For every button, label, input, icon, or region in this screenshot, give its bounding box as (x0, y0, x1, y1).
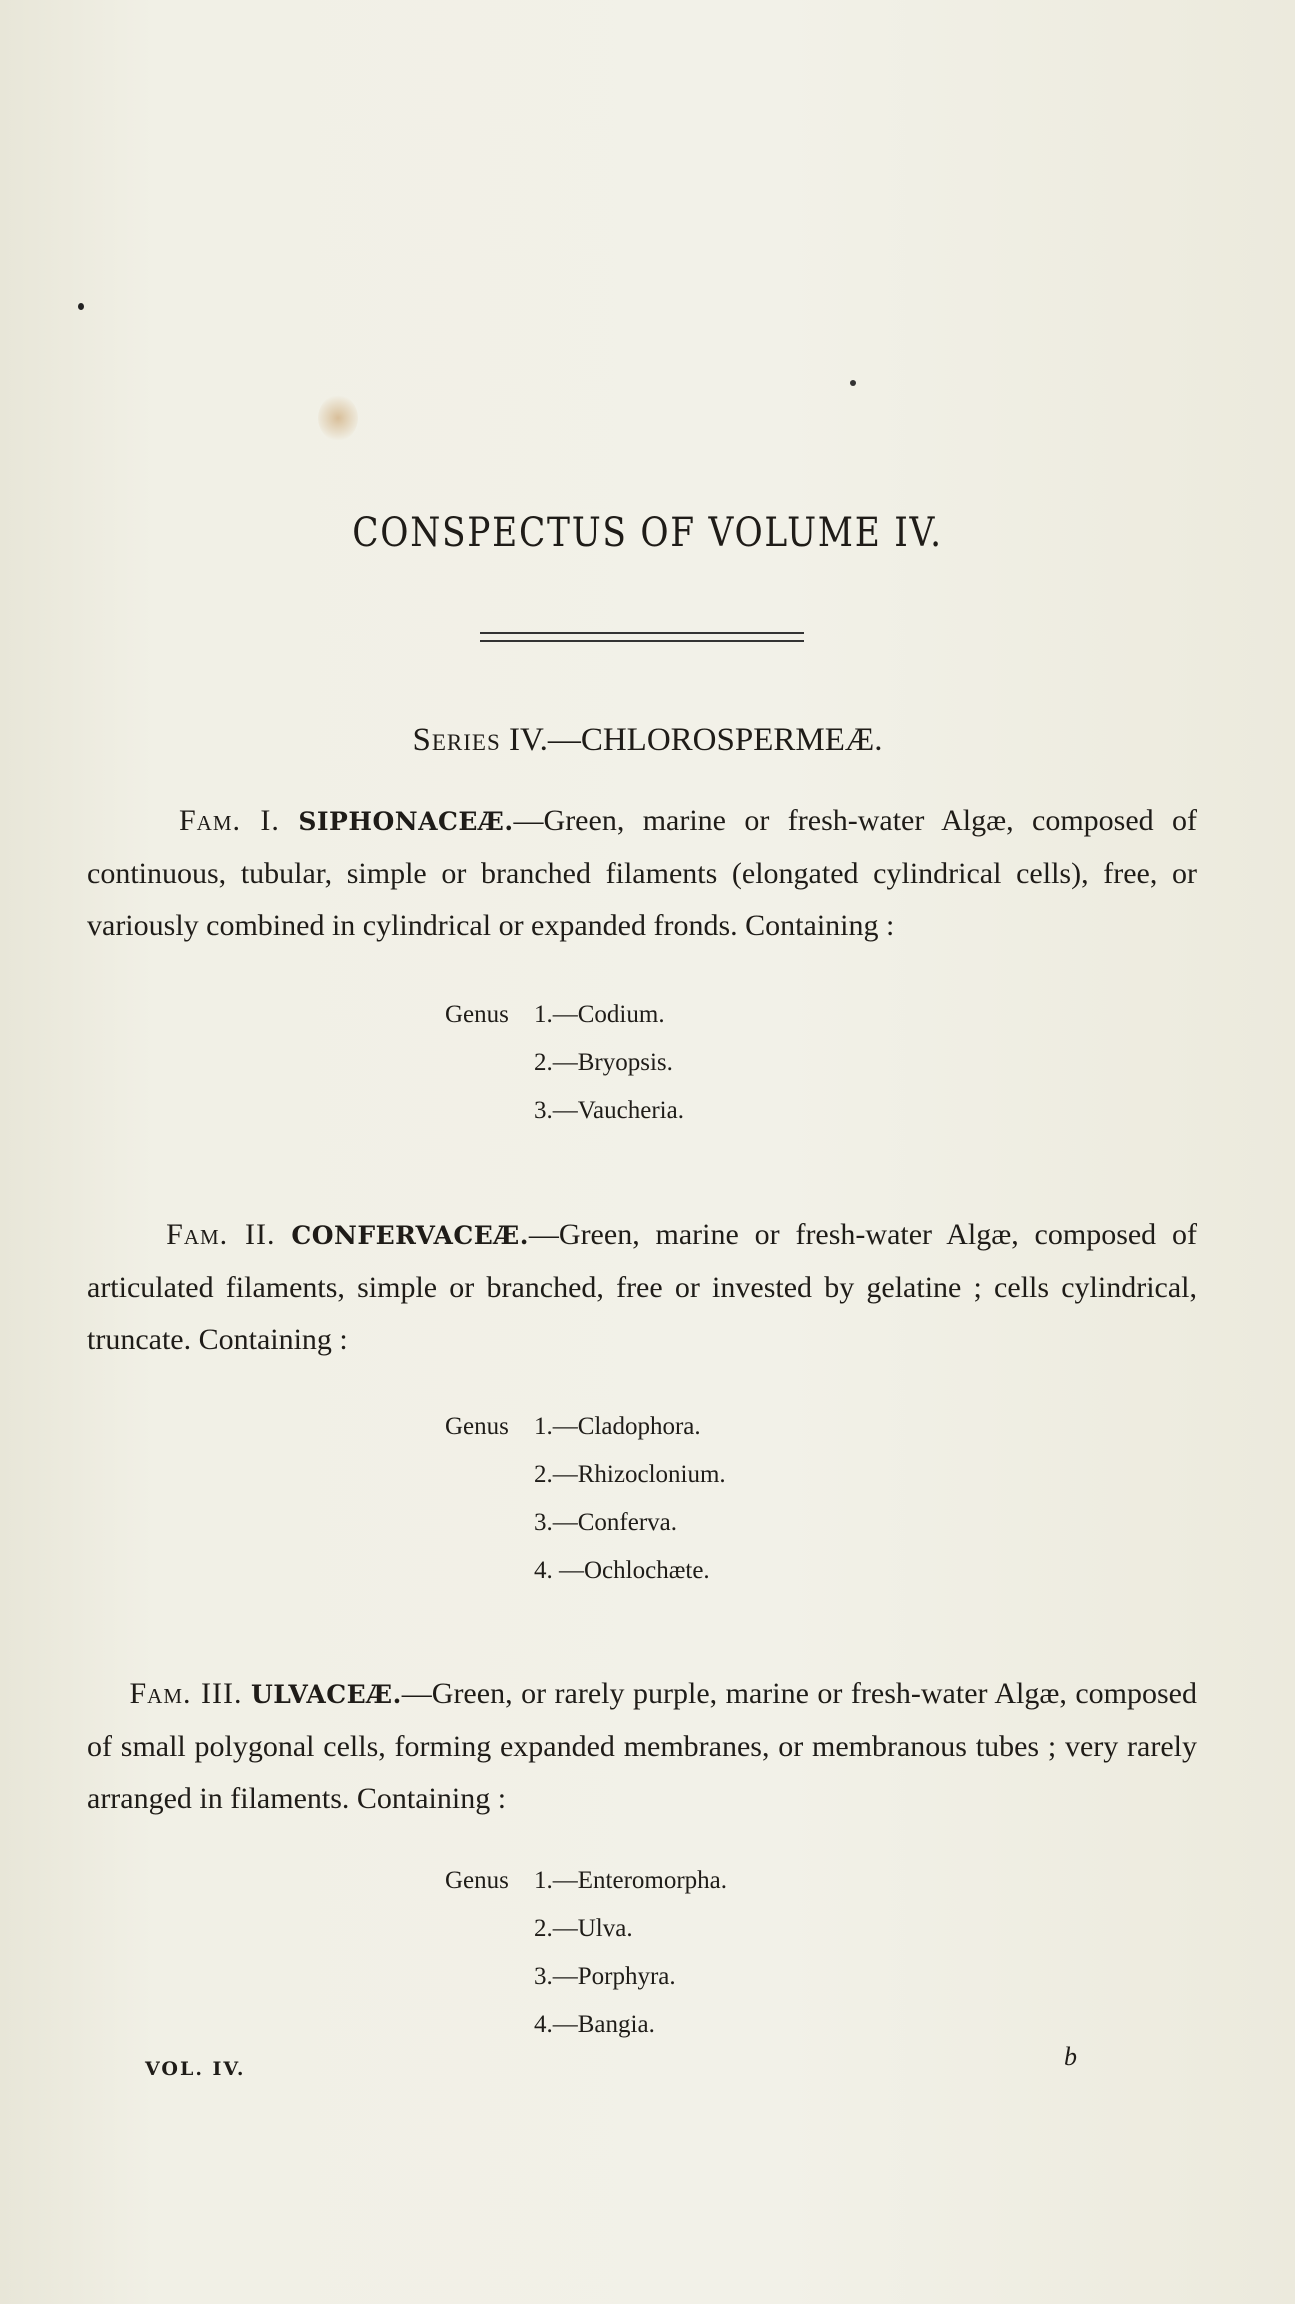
foxing-stain (318, 395, 358, 441)
genus-name: Ochlochæte. (584, 1557, 710, 1584)
ink-speck (78, 303, 84, 310)
signature-mark: b (1064, 2042, 1077, 2071)
genus-number: 3.— (534, 1509, 578, 1536)
genus-number: 1.— (534, 1001, 578, 1028)
genus-name: Porphyra. (577, 1963, 676, 1990)
genus-name: Conferva. (577, 1509, 678, 1536)
family-paragraph (87, 1668, 1197, 1825)
genus-name: Codium. (577, 1001, 665, 1028)
genus-word: Genus (445, 1867, 509, 1894)
genus-item (445, 1547, 726, 1595)
genus-list (445, 1857, 727, 2049)
series-prefix: Series (412, 722, 501, 758)
genus-name: Enteromorpha. (577, 1867, 728, 1894)
genus-item (445, 1403, 726, 1451)
genus-number: 2.— (534, 1049, 578, 1076)
genus-item (445, 1499, 726, 1547)
genus-name: Cladophora. (577, 1413, 701, 1440)
genus-name: Vaucheria. (577, 1097, 684, 1124)
genus-item (445, 2001, 727, 2049)
genus-number: 1.— (534, 1413, 578, 1440)
family-description: —Green, marine or fresh-water Algæ, composed of continuous, tubular, simple or branched filaments (elongated cylindrical cells), free, or variously combined in cylindrical or expanded fronds. Containing : (87, 804, 1198, 942)
family-name: SIPHONACEÆ. (298, 807, 514, 836)
genus-list (445, 1403, 726, 1595)
genus-number: 3.— (534, 1097, 578, 1124)
genus-item (445, 1087, 684, 1135)
family-paragraph (87, 795, 1197, 952)
genus-number: 2.— (534, 1915, 578, 1942)
family-label: Fam. III. (129, 1677, 243, 1710)
family-name: CONFERVACEÆ. (291, 1221, 529, 1250)
ink-speck (850, 380, 856, 386)
family-name: ULVACEÆ. (251, 1680, 402, 1709)
genus-name: Rhizoclonium. (577, 1461, 726, 1488)
genus-name: Bryopsis. (577, 1049, 673, 1076)
genus-number: 1.— (534, 1867, 578, 1894)
genus-name: Ulva. (577, 1915, 633, 1942)
genus-word: Genus (445, 1001, 509, 1028)
series-heading (0, 722, 1295, 759)
genus-word: Genus (445, 1413, 509, 1440)
family-description: —Green, or rarely purple, marine or fresh-water Algæ, composed of small polygonal cells, forming expanded membranes, or membranous tubes ; very rarely arranged in filaments. Containing : (87, 1677, 1197, 1815)
genus-number: 4.— (534, 2011, 578, 2038)
genus-item (445, 1039, 684, 1087)
family-description: —Green, marine or fresh-water Algæ, composed of articulated filaments, simple or branched, free or invested by gelatine ; cells cylindrical, truncate. Containing : (87, 1218, 1198, 1356)
genus-item (445, 1905, 727, 1953)
genus-item (445, 991, 684, 1039)
page-title: CONSPECTUS OF VOLUME IV. (352, 510, 943, 556)
genus-number: 4. — (534, 1557, 584, 1584)
genus-item (445, 1451, 726, 1499)
genus-number: 3.— (534, 1963, 578, 1990)
title-double-rule (480, 632, 804, 642)
genus-number: 2.— (534, 1461, 578, 1488)
genus-item (445, 1953, 727, 2001)
series-title: IV.—CHLOROSPERMEÆ. (500, 722, 883, 758)
family-label: Fam. I. (178, 804, 280, 837)
genus-item (445, 1857, 727, 1905)
volume-footer: VOL. IV. (145, 2058, 246, 2080)
genus-list (445, 991, 684, 1135)
genus-name: Bangia. (577, 2011, 655, 2038)
family-label: Fam. II. (166, 1218, 276, 1251)
family-paragraph (87, 1209, 1197, 1366)
